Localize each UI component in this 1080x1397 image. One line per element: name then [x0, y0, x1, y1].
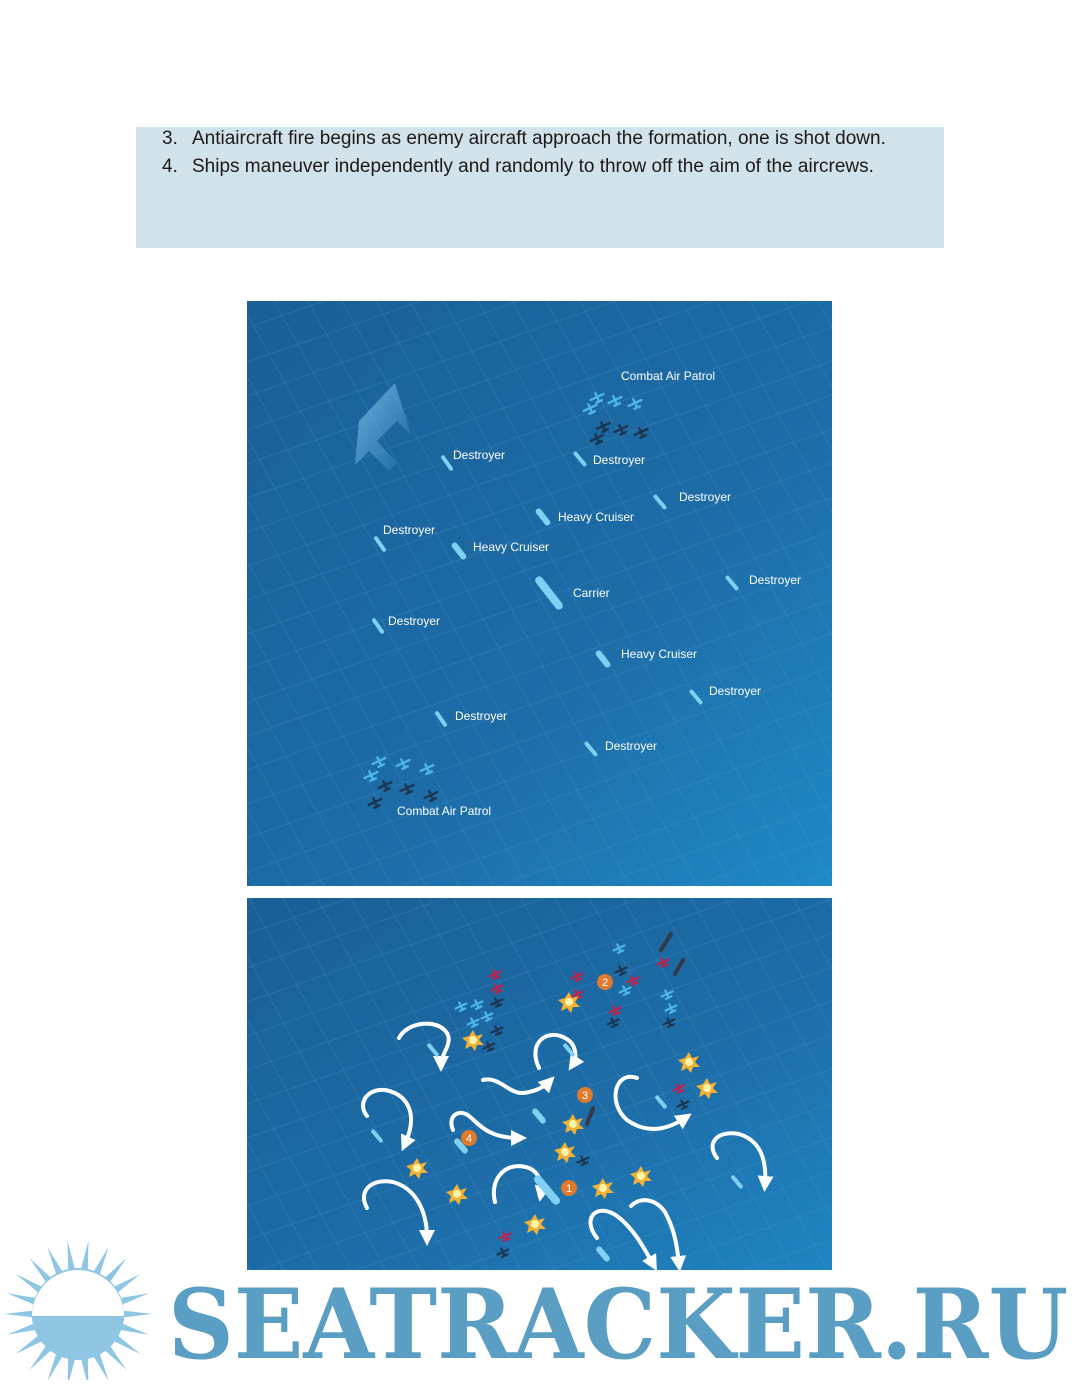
label-destroyer: Destroyer	[709, 684, 762, 698]
label-destroyer: Destroyer	[455, 709, 508, 723]
sun-ray	[4, 1310, 36, 1318]
sea-background	[247, 301, 832, 886]
note-text: Ships maneuver independently and randomly to throw off the aim of the aircrews.	[192, 156, 874, 177]
watermark	[0, 1240, 1080, 1380]
formation-diagram	[247, 301, 832, 886]
attack-diagram	[247, 898, 832, 1270]
step-marker-1	[561, 1180, 577, 1196]
watermark-text: SEATRACKER.RU	[168, 1268, 1068, 1380]
note-text: Antiaircraft fire begins as enemy aircraft approach the formation, one is shot down.	[192, 128, 886, 149]
label-destroyer: Destroyer	[679, 490, 732, 504]
label-destroyer: Destroyer	[749, 573, 802, 587]
label-heavy-cruiser: Heavy Cruiser	[558, 510, 635, 524]
label-combat-air-patrol: Combat Air Patrol	[397, 804, 492, 818]
label-destroyer: Destroyer	[593, 453, 646, 467]
step-marker-2	[597, 974, 613, 990]
label-destroyer: Destroyer	[383, 523, 436, 537]
label-destroyer: Destroyer	[605, 739, 658, 753]
note-number: 3.	[162, 128, 178, 149]
step-marker-3	[577, 1087, 593, 1103]
label-destroyer: Destroyer	[453, 448, 506, 462]
label-destroyer: Destroyer	[388, 614, 441, 628]
notes-panel	[136, 127, 944, 248]
step-marker-label: 3	[581, 1090, 589, 1102]
sun-ray	[120, 1310, 152, 1318]
note-item-4	[162, 155, 922, 179]
step-marker-label: 1	[565, 1183, 573, 1195]
label-carrier: Carrier	[573, 586, 610, 600]
sun-logo-icon	[4, 1241, 152, 1380]
notes-list	[162, 127, 922, 183]
note-item-3	[162, 127, 922, 151]
note-number: 4.	[162, 156, 178, 177]
step-marker-label: 2	[601, 977, 609, 989]
sea-background	[247, 898, 832, 1270]
label-combat-air-patrol: Combat Air Patrol	[621, 369, 716, 383]
label-heavy-cruiser: Heavy Cruiser	[621, 647, 698, 661]
label-heavy-cruiser: Heavy Cruiser	[473, 540, 550, 554]
step-marker-label: 4	[465, 1133, 473, 1145]
step-marker-4	[461, 1130, 477, 1146]
